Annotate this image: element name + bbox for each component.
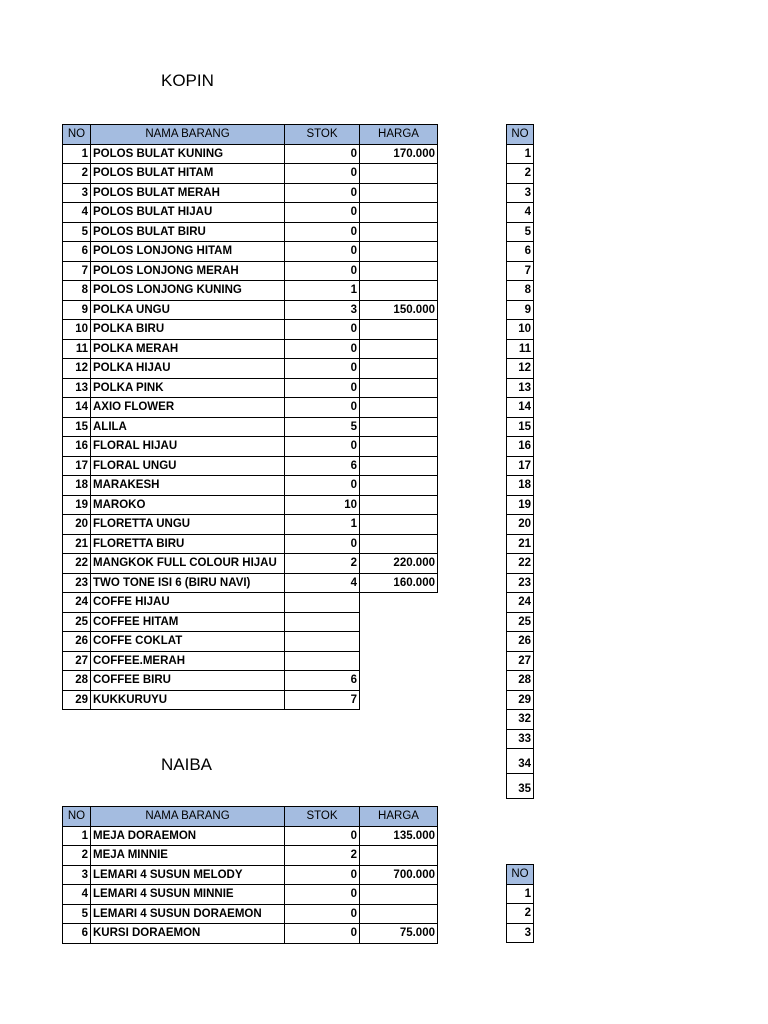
table-row <box>63 437 438 457</box>
side-row <box>507 281 534 301</box>
cell-stok: 0 <box>285 534 360 554</box>
side-row <box>507 437 534 457</box>
cell-no: 4 <box>63 885 91 905</box>
cell-nama-barang: COFFEE BIRU <box>91 671 285 691</box>
side-row <box>507 554 534 574</box>
cell-no: 14 <box>63 398 91 418</box>
cell-nama-barang: TWO TONE ISI 6 (BIRU NAVI) <box>91 573 285 593</box>
cell-nama-barang: LEMARI 4 SUSUN MINNIE <box>91 885 285 905</box>
cell-no: 2 <box>63 846 91 866</box>
kopin-table <box>62 124 438 710</box>
col-header-nama-barang: NAMA BARANG <box>91 807 285 827</box>
table-row <box>63 573 438 593</box>
cell-stok: 1 <box>285 281 360 301</box>
table-row <box>63 222 438 242</box>
cell-nama-barang: POLKA BIRU <box>91 320 285 340</box>
cell-harga <box>360 593 438 613</box>
side-row <box>507 203 534 223</box>
cell-harga <box>360 904 438 924</box>
cell-stok: 0 <box>285 378 360 398</box>
col-header-stok: STOK <box>285 807 360 827</box>
side-cell-no: 2 <box>507 164 534 184</box>
cell-harga <box>360 534 438 554</box>
side-row <box>507 923 534 943</box>
side-cell-no: 13 <box>507 378 534 398</box>
cell-harga: 700.000 <box>360 865 438 885</box>
cell-nama-barang: LEMARI 4 SUSUN DORAEMON <box>91 904 285 924</box>
cell-nama-barang: ALILA <box>91 417 285 437</box>
cell-nama-barang: KUKKURUYU <box>91 690 285 710</box>
table-row <box>63 690 438 710</box>
cell-nama-barang: POLKA MERAH <box>91 339 285 359</box>
cell-no: 28 <box>63 671 91 691</box>
cell-harga <box>360 164 438 184</box>
side-row <box>507 671 534 691</box>
cell-no: 3 <box>63 183 91 203</box>
cell-stok: 2 <box>285 846 360 866</box>
cell-no: 1 <box>63 144 91 164</box>
cell-nama-barang: POLOS BULAT KUNING <box>91 144 285 164</box>
side-row <box>507 144 534 164</box>
side-row <box>507 749 534 774</box>
col-header-harga: HARGA <box>360 125 438 145</box>
col-header-harga: HARGA <box>360 807 438 827</box>
side-cell-no: 18 <box>507 476 534 496</box>
cell-stok: 0 <box>285 164 360 184</box>
cell-stok: 0 <box>285 476 360 496</box>
cell-nama-barang: COFFE HIJAU <box>91 593 285 613</box>
side-cell-no: 3 <box>507 923 534 943</box>
cell-stok: 0 <box>285 904 360 924</box>
cell-harga <box>360 203 438 223</box>
cell-harga <box>360 281 438 301</box>
cell-no: 15 <box>63 417 91 437</box>
cell-no: 22 <box>63 554 91 574</box>
kopin-title: KOPIN <box>161 71 214 90</box>
table-row <box>63 904 438 924</box>
table-row <box>63 671 438 691</box>
cell-harga <box>360 632 438 652</box>
side-row <box>507 904 534 924</box>
table-row <box>63 398 438 418</box>
naiba-table <box>62 806 438 944</box>
side-cell-no: 17 <box>507 456 534 476</box>
cell-stok: 0 <box>285 398 360 418</box>
table-row <box>63 164 438 184</box>
cell-harga <box>360 885 438 905</box>
side-row <box>507 261 534 281</box>
cell-harga <box>360 359 438 379</box>
table-row <box>63 183 438 203</box>
cell-no: 19 <box>63 495 91 515</box>
cell-no: 20 <box>63 515 91 535</box>
cell-no: 4 <box>63 203 91 223</box>
table-row <box>63 242 438 262</box>
side-cell-no: 20 <box>507 515 534 535</box>
cell-no: 5 <box>63 904 91 924</box>
side-cell-no: 29 <box>507 690 534 710</box>
kopin-header-row <box>63 125 438 145</box>
naiba-header-row <box>63 807 438 827</box>
side-cell-no: 1 <box>507 144 534 164</box>
side-row <box>507 339 534 359</box>
cell-stok: 7 <box>285 690 360 710</box>
table-row <box>63 203 438 223</box>
side-row <box>507 242 534 262</box>
side-row <box>507 534 534 554</box>
table-row <box>63 339 438 359</box>
cell-nama-barang: POLOS BULAT BIRU <box>91 222 285 242</box>
cell-stok: 0 <box>285 222 360 242</box>
cell-nama-barang: MARAKESH <box>91 476 285 496</box>
cell-nama-barang: POLOS LONJONG MERAH <box>91 261 285 281</box>
side-cell-no: 2 <box>507 904 534 924</box>
side-row <box>507 593 534 613</box>
table-row <box>63 885 438 905</box>
cell-stok: 0 <box>285 242 360 262</box>
table-row <box>63 456 438 476</box>
table-row <box>63 554 438 574</box>
cell-nama-barang: POLOS BULAT HITAM <box>91 164 285 184</box>
cell-stok: 2 <box>285 554 360 574</box>
cell-harga <box>360 437 438 457</box>
side-cell-no: 25 <box>507 612 534 632</box>
cell-stok: 0 <box>285 885 360 905</box>
side-cell-no: 24 <box>507 593 534 613</box>
cell-no: 24 <box>63 593 91 613</box>
cell-nama-barang: POLOS LONJONG HITAM <box>91 242 285 262</box>
side-cell-no: 32 <box>507 710 534 730</box>
cell-harga <box>360 261 438 281</box>
table-row <box>63 651 438 671</box>
cell-nama-barang: KURSI DORAEMON <box>91 924 285 944</box>
side-cell-no: 21 <box>507 534 534 554</box>
col-header-no: NO <box>63 807 91 827</box>
col-header-no: NO <box>63 125 91 145</box>
cell-harga <box>360 671 438 691</box>
side-row <box>507 476 534 496</box>
cell-no: 23 <box>63 573 91 593</box>
cell-no: 10 <box>63 320 91 340</box>
cell-nama-barang: FLORAL HIJAU <box>91 437 285 457</box>
cell-no: 6 <box>63 924 91 944</box>
cell-no: 18 <box>63 476 91 496</box>
table-row <box>63 826 438 846</box>
cell-stok: 0 <box>285 183 360 203</box>
side-row <box>507 398 534 418</box>
table-row <box>63 515 438 535</box>
side-row <box>507 456 534 476</box>
side-cell-no: 7 <box>507 261 534 281</box>
cell-no: 11 <box>63 339 91 359</box>
table-row <box>63 417 438 437</box>
cell-stok: 10 <box>285 495 360 515</box>
side-header-no: NO <box>507 125 534 145</box>
cell-nama-barang: COFFEE HITAM <box>91 612 285 632</box>
cell-nama-barang: FLORAL UNGU <box>91 456 285 476</box>
cell-nama-barang: MANGKOK FULL COLOUR HIJAU <box>91 554 285 574</box>
side-header-no: NO <box>507 865 534 885</box>
side-row <box>507 164 534 184</box>
cell-stok: 0 <box>285 203 360 223</box>
table-row <box>63 144 438 164</box>
cell-harga <box>360 242 438 262</box>
cell-stok: 5 <box>285 417 360 437</box>
table-row <box>63 378 438 398</box>
cell-nama-barang: POLOS BULAT HIJAU <box>91 203 285 223</box>
col-header-stok: STOK <box>285 125 360 145</box>
cell-nama-barang: COFFE COKLAT <box>91 632 285 652</box>
side-cell-no: 28 <box>507 671 534 691</box>
cell-stok <box>285 593 360 613</box>
cell-harga: 220.000 <box>360 554 438 574</box>
cell-no: 29 <box>63 690 91 710</box>
cell-stok: 0 <box>285 924 360 944</box>
cell-stok: 0 <box>285 359 360 379</box>
cell-stok <box>285 632 360 652</box>
cell-no: 21 <box>63 534 91 554</box>
side-cell-no: 4 <box>507 203 534 223</box>
cell-stok <box>285 651 360 671</box>
cell-no: 27 <box>63 651 91 671</box>
table-row <box>63 281 438 301</box>
side-row <box>507 884 534 904</box>
cell-stok: 6 <box>285 671 360 691</box>
cell-no: 8 <box>63 281 91 301</box>
cell-stok: 1 <box>285 515 360 535</box>
cell-harga: 150.000 <box>360 300 438 320</box>
table-row <box>63 612 438 632</box>
cell-nama-barang: FLORETTA BIRU <box>91 534 285 554</box>
side-row <box>507 690 534 710</box>
side-cell-no: 6 <box>507 242 534 262</box>
naiba-title: NAIBA <box>161 755 213 774</box>
cell-harga <box>360 476 438 496</box>
side-cell-no: 15 <box>507 417 534 437</box>
cell-no: 1 <box>63 826 91 846</box>
table-row <box>63 593 438 613</box>
cell-no: 2 <box>63 164 91 184</box>
cell-nama-barang: FLORETTA UNGU <box>91 515 285 535</box>
side-cell-no: 10 <box>507 320 534 340</box>
cell-harga <box>360 183 438 203</box>
cell-stok: 0 <box>285 320 360 340</box>
cell-nama-barang: MAROKO <box>91 495 285 515</box>
cell-harga: 75.000 <box>360 924 438 944</box>
cell-no: 25 <box>63 612 91 632</box>
table-row <box>63 924 438 944</box>
table-row <box>63 359 438 379</box>
cell-nama-barang: POLKA UNGU <box>91 300 285 320</box>
cell-stok: 3 <box>285 300 360 320</box>
cell-nama-barang: POLKA PINK <box>91 378 285 398</box>
side-cell-no: 27 <box>507 651 534 671</box>
table-row <box>63 261 438 281</box>
col-header-nama-barang: NAMA BARANG <box>91 125 285 145</box>
side-cell-no: 12 <box>507 359 534 379</box>
cell-stok: 0 <box>285 865 360 885</box>
cell-nama-barang: LEMARI 4 SUSUN MELODY <box>91 865 285 885</box>
cell-harga <box>360 398 438 418</box>
side-cell-no: 26 <box>507 632 534 652</box>
cell-no: 5 <box>63 222 91 242</box>
side-cell-no: 3 <box>507 183 534 203</box>
cell-harga <box>360 690 438 710</box>
cell-harga <box>360 222 438 242</box>
cell-no: 26 <box>63 632 91 652</box>
cell-nama-barang: POLOS BULAT MERAH <box>91 183 285 203</box>
side-cell-no: 35 <box>507 774 534 799</box>
table-row <box>63 476 438 496</box>
kopin-side-no-column <box>506 124 534 799</box>
cell-no: 16 <box>63 437 91 457</box>
side-row <box>507 612 534 632</box>
cell-harga <box>360 320 438 340</box>
cell-harga <box>360 456 438 476</box>
cell-stok: 0 <box>285 144 360 164</box>
cell-stok: 0 <box>285 339 360 359</box>
cell-harga <box>360 515 438 535</box>
side-row <box>507 515 534 535</box>
cell-no: 13 <box>63 378 91 398</box>
side-cell-no: 22 <box>507 554 534 574</box>
side-row <box>507 495 534 515</box>
cell-harga: 160.000 <box>360 573 438 593</box>
table-row <box>63 846 438 866</box>
side-row <box>507 774 534 799</box>
table-row <box>63 300 438 320</box>
side-cell-no: 19 <box>507 495 534 515</box>
side-cell-no: 34 <box>507 749 534 774</box>
cell-nama-barang: POLOS LONJONG KUNING <box>91 281 285 301</box>
side-cell-no: 11 <box>507 339 534 359</box>
cell-stok: 0 <box>285 261 360 281</box>
cell-stok: 0 <box>285 826 360 846</box>
cell-no: 6 <box>63 242 91 262</box>
cell-no: 3 <box>63 865 91 885</box>
cell-stok: 6 <box>285 456 360 476</box>
side-row <box>507 222 534 242</box>
cell-harga <box>360 339 438 359</box>
side-row <box>507 573 534 593</box>
cell-nama-barang: MEJA MINNIE <box>91 846 285 866</box>
cell-nama-barang: POLKA HIJAU <box>91 359 285 379</box>
cell-harga: 135.000 <box>360 826 438 846</box>
cell-stok: 0 <box>285 437 360 457</box>
cell-harga <box>360 651 438 671</box>
cell-nama-barang: MEJA DORAEMON <box>91 826 285 846</box>
side-cell-no: 33 <box>507 729 534 749</box>
cell-harga <box>360 612 438 632</box>
table-row <box>63 495 438 515</box>
cell-no: 7 <box>63 261 91 281</box>
cell-no: 9 <box>63 300 91 320</box>
cell-harga <box>360 378 438 398</box>
cell-harga <box>360 495 438 515</box>
side-row <box>507 320 534 340</box>
side-row <box>507 300 534 320</box>
cell-nama-barang: AXIO FLOWER <box>91 398 285 418</box>
side-cell-no: 16 <box>507 437 534 457</box>
side-row <box>507 417 534 437</box>
table-row <box>63 534 438 554</box>
cell-harga <box>360 417 438 437</box>
table-row <box>63 320 438 340</box>
side-cell-no: 8 <box>507 281 534 301</box>
side-row <box>507 729 534 749</box>
cell-nama-barang: COFFEE.MERAH <box>91 651 285 671</box>
side-row <box>507 359 534 379</box>
side-row <box>507 632 534 652</box>
cell-harga <box>360 846 438 866</box>
cell-no: 12 <box>63 359 91 379</box>
cell-no: 17 <box>63 456 91 476</box>
cell-harga: 170.000 <box>360 144 438 164</box>
side-row <box>507 651 534 671</box>
cell-stok: 4 <box>285 573 360 593</box>
side-cell-no: 9 <box>507 300 534 320</box>
side-cell-no: 5 <box>507 222 534 242</box>
cell-stok <box>285 612 360 632</box>
side-cell-no: 1 <box>507 884 534 904</box>
side-row <box>507 710 534 730</box>
side-cell-no: 14 <box>507 398 534 418</box>
naiba-side-no-column <box>506 864 534 943</box>
side-row <box>507 378 534 398</box>
side-row <box>507 183 534 203</box>
table-row <box>63 632 438 652</box>
table-row <box>63 865 438 885</box>
side-cell-no: 23 <box>507 573 534 593</box>
